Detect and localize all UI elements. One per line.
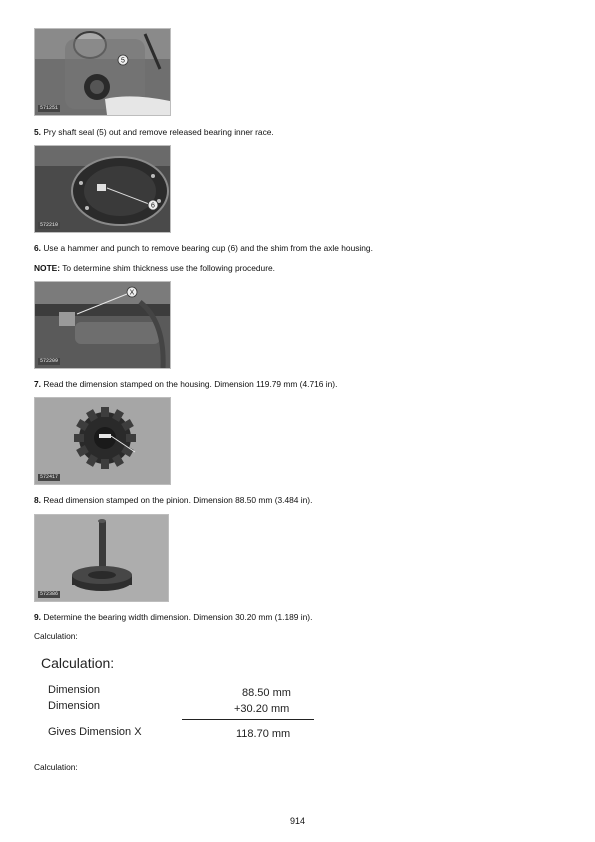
calculation-caption: Calculation: — [34, 631, 78, 641]
calculation-caption-2: Calculation: — [34, 762, 78, 772]
calc-row-label: Dimension — [48, 684, 100, 696]
step-number: 6. — [34, 243, 41, 253]
step-5 — [34, 127, 274, 138]
step-number: 7. — [34, 379, 41, 389]
calculation-box — [34, 652, 334, 747]
note-label: NOTE: — [34, 263, 61, 273]
step-8 — [34, 495, 312, 506]
page-number: 914 — [289, 816, 306, 826]
figure-id: 572386 — [40, 591, 59, 597]
step-text: Pry shaft seal (5) out and remove released bearing inner race. — [41, 127, 274, 137]
figure-photo-seal-removal — [34, 28, 171, 116]
callout-label: X — [129, 289, 135, 297]
step-text: Use a hammer and punch to remove bearing cup (6) and the shim from the axle housing. — [41, 243, 373, 253]
step-9 — [34, 612, 312, 623]
figure-id: 572210 — [40, 222, 59, 228]
calc-row-value: 88.50 mm — [242, 687, 291, 699]
figure-id: 572417 — [40, 474, 59, 480]
figure-photo-housing-dimension — [34, 281, 171, 369]
step-6 — [34, 243, 373, 254]
step-7 — [34, 379, 337, 390]
calc-row-label: Dimension — [48, 700, 100, 712]
step-number: 8. — [34, 495, 41, 505]
calc-row-value: +30.20 mm — [234, 703, 290, 715]
figure-photo-pinion-gear — [34, 397, 171, 485]
sum-divider — [182, 719, 314, 720]
figure-photo-bearing-cup — [34, 145, 171, 233]
step-text: Determine the bearing width dimension. Dimension 30.20 mm (1.189 in). — [41, 612, 313, 622]
callout-label: 6 — [151, 202, 155, 210]
figure-photo-bearing-width — [34, 514, 169, 602]
step-text: Read the dimension stamped on the housing. Dimension 119.79 mm (4.716 in). — [41, 379, 338, 389]
note — [34, 263, 275, 274]
figure-id: 571251 — [40, 105, 59, 111]
step-number: 9. — [34, 612, 41, 622]
callout-label: 5 — [121, 57, 125, 65]
step-text: Read dimension stamped on the pinion. Dimension 88.50 mm (3.484 in). — [41, 495, 313, 505]
calculation-title: Calculation: — [41, 655, 115, 671]
calc-result-value: 118.70 mm — [236, 728, 291, 740]
calc-result-label: Gives Dimension X — [48, 726, 142, 738]
note-text: To determine shim thickness use the following procedure. — [60, 263, 275, 273]
figure-id: 572209 — [40, 358, 59, 364]
step-number: 5. — [34, 127, 41, 137]
